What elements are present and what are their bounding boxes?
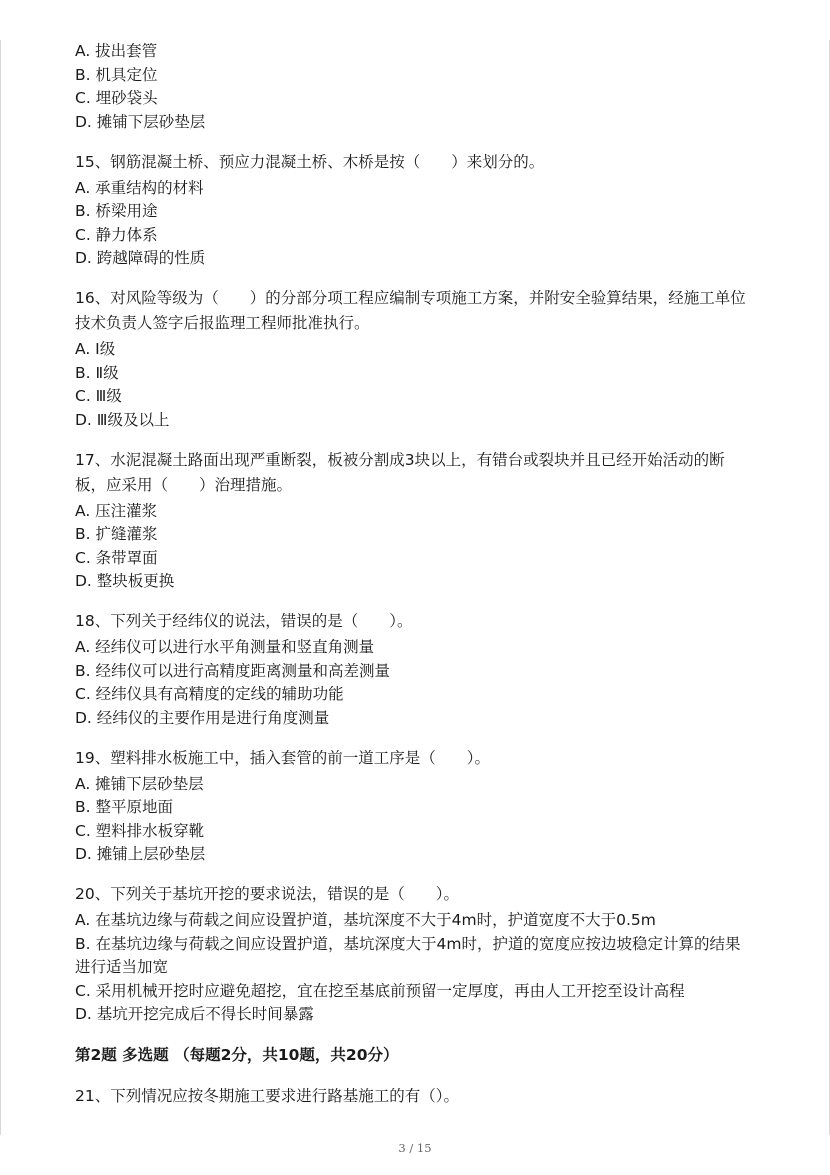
previous-question-options xyxy=(75,40,755,134)
question-17 xyxy=(75,448,755,594)
page-border-left xyxy=(0,40,1,1135)
option-b: B. Ⅱ级 xyxy=(75,363,119,382)
option-b: B. 整平原地面 xyxy=(75,798,173,816)
option-d: D. 摊铺下层砂垫层 xyxy=(75,112,206,131)
option-d: D. 跨越障碍的性质 xyxy=(75,249,206,267)
option-b: B. 桥梁用途 xyxy=(75,202,158,220)
option-c: C. 埋砂袋头 xyxy=(75,89,158,107)
question-stem: 16、对风险等级为（ ）的分部分项工程应编制专项施工方案，并附安全验算结果，经施工单位技术负责人签字后报监理工程师批准执行。 xyxy=(75,289,746,332)
option-b: B. 机具定位 xyxy=(75,65,158,84)
option-b: B. 扩缝灌浆 xyxy=(75,525,158,543)
option-b: B. 经纬仪可以进行高精度距离测量和高差测量 xyxy=(75,661,390,680)
option-d: D. 经纬仪的主要作用是进行角度测量 xyxy=(75,708,330,727)
question-stem: 20、下列关于基坑开挖的要求说法，错误的是（ ）。 xyxy=(75,885,459,903)
option-d: D. 基坑开挖完成后不得长时间暴露 xyxy=(75,1005,314,1023)
question-15 xyxy=(75,150,755,271)
option-a: A. 经纬仪可以进行水平角测量和竖直角测量 xyxy=(75,638,375,656)
option-a: A. 拔出套管 xyxy=(75,42,158,60)
question-stem: 17、水泥混凝土路面出现严重断裂，板被分割成3块以上，有错台或裂块并且已经开始活动的断板，应采用（ ）治理措施。 xyxy=(75,450,725,494)
question-19 xyxy=(75,746,755,867)
option-c: C. 经纬仪具有高精度的定线的辅助功能 xyxy=(75,685,344,703)
option-a: A. 压注灌浆 xyxy=(75,501,158,520)
question-stem: 15、钢筋混凝土桥、预应力混凝土桥、木桥是按（ ）来划分的。 xyxy=(75,152,545,171)
question-16 xyxy=(75,286,755,432)
question-21-stem: 21、下列情况应按冬期施工要求进行路基施工的有（）。 xyxy=(75,1086,459,1105)
option-a: A. 摊铺下层砂垫层 xyxy=(75,774,204,793)
option-a: A. 在基坑边缘与荷载之间应设置护道，基坑深度不大于4m时，护道宽度不大于0.5m xyxy=(75,911,656,929)
option-c: C. 采用机械开挖时应避免超挖，宜在挖至基底前预留一定厚度，再由人工开挖至设计高程 xyxy=(75,981,685,1000)
option-c: C. 静力体系 xyxy=(75,225,158,244)
option-a: A. Ⅰ级 xyxy=(75,340,116,358)
option-a: A. 承重结构的材料 xyxy=(75,178,204,197)
question-18 xyxy=(75,609,755,730)
option-c: C. 条带罩面 xyxy=(75,548,158,567)
question-20 xyxy=(75,882,755,1027)
section-heading: 第2题 多选题 （每题2分，共10题，共20分） xyxy=(75,1045,399,1064)
option-c: C. Ⅲ级 xyxy=(75,387,122,405)
option-c: C. 塑料排水板穿靴 xyxy=(75,821,205,840)
document-page xyxy=(75,40,755,1111)
option-d: D. Ⅲ级及以上 xyxy=(75,410,170,429)
question-stem: 19、塑料排水板施工中，插入套管的前一道工序是（ ）。 xyxy=(75,748,490,767)
question-stem: 18、下列关于经纬仪的说法，错误的是（ ）。 xyxy=(75,612,413,630)
page-number: 3 / 15 xyxy=(398,1141,432,1155)
option-d: D. 摊铺上层砂垫层 xyxy=(75,845,206,863)
option-d: D. 整块板更换 xyxy=(75,572,175,590)
option-b: B. 在基坑边缘与荷载之间应设置护道，基坑深度大于4m时，护道的宽度应按边坡稳定计算的结果进行适当加宽 xyxy=(75,934,741,976)
